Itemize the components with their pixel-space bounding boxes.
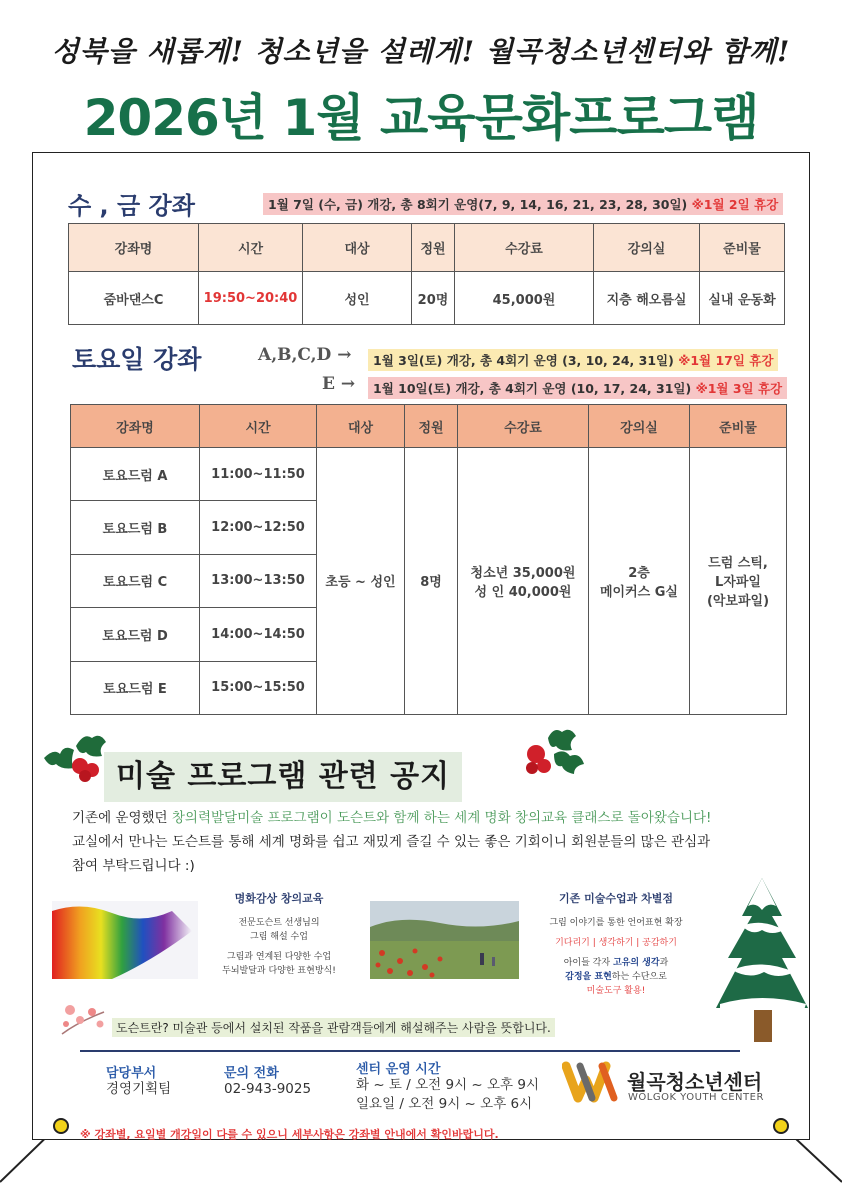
card-art-appreciation (204, 890, 354, 978)
col-header-supplies: 준비물 (700, 224, 785, 272)
wedfri-table-header (69, 224, 785, 272)
col-header-room: 강의실 (589, 405, 690, 448)
card2-line-3 (530, 956, 702, 970)
card2-title: 기존 미술수업과 차별점 (559, 892, 673, 905)
group2-note-holiday: ※1월 3일 휴강 (695, 381, 783, 396)
phone-label: 문의 전화 (224, 1066, 279, 1081)
footnote: ※ 강좌별, 요일별 개강일이 다를 수 있으니 세부사항은 강좌별 안내에서 확인바랍니다. (80, 1128, 499, 1141)
dept-value: 경영기획팀 (106, 1081, 172, 1097)
card1-line-2: 그림 해설 수업 (250, 932, 308, 942)
wedfri-note-text: 1월 7일 (수, 금) 개강, 총 8회기 운영(7, 9, 14, 16, 21, 23, 28, 30일) (268, 197, 688, 212)
notice-body (72, 806, 782, 878)
pin-right-icon (771, 1116, 791, 1136)
notice-line-1-pre: 기존에 운영했던 (72, 810, 172, 826)
card2-line-4a: 감정을 표현 (565, 972, 612, 982)
group1-note-holiday: ※1월 17일 휴강 (678, 353, 774, 368)
wedfri-table (68, 223, 785, 325)
table-row (69, 272, 785, 325)
logo-name: 월곡청소년센터 (627, 1070, 763, 1094)
col-header-time: 시간 (200, 405, 317, 448)
wedfri-note-holiday: ※1월 2일 휴강 (691, 197, 779, 212)
slogan: 성북을 새롭게! 청소년을 설레게! 월곡청소년센터와 함께! (51, 35, 791, 68)
saturday-table (70, 404, 787, 715)
card1-line-1: 전문도슨트 선생님의 (238, 918, 320, 928)
col-header-fee: 수강료 (458, 405, 589, 448)
course-name: 줌바댄스C (69, 272, 199, 325)
wedfri-section-title: 수 , 금 강좌 (68, 192, 195, 220)
course-supplies: 실내 운동화 (700, 272, 785, 325)
page-title: 2026년 1월 교육문화프로그램 (83, 89, 759, 147)
holly-right-icon (518, 724, 588, 782)
footer-divider (80, 1050, 740, 1052)
course-target: 성인 (303, 272, 412, 325)
col-header-time: 시간 (199, 224, 303, 272)
course-name: 토요드럼 D (71, 608, 200, 661)
course-capacity: 8명 (405, 448, 458, 715)
card2-line-1: 그림 이야기를 통한 언어표현 확장 (549, 918, 683, 928)
course-name: 토요드럼 C (71, 554, 200, 607)
docent-definition: 도슨트란? 미술관 등에서 설치된 작품을 관람객들에게 해설해주는 사람을 뜻합니다. (112, 1018, 555, 1037)
col-header-course: 강좌명 (71, 405, 200, 448)
course-supplies (690, 448, 787, 715)
course-time: 12:00~12:50 (200, 501, 317, 554)
col-header-target: 대상 (303, 224, 412, 272)
card-difference (530, 890, 702, 998)
hours-line-1: 화 ~ 토 / 오전 9시 ~ 오후 9시 (356, 1077, 540, 1093)
snowy-tree-icon (712, 872, 812, 1044)
col-header-course: 강좌명 (69, 224, 199, 272)
course-room: 지층 해오름실 (594, 272, 700, 325)
course-name: 토요드럼 B (71, 501, 200, 554)
group1-note-text: 1월 3일(토) 개강, 총 4회기 운영 (3, 10, 24, 31일) (373, 353, 674, 368)
card2-line-3b: 고유의 생각 (612, 958, 660, 968)
col-header-capacity: 정원 (405, 405, 458, 448)
course-time: 15:00~15:50 (200, 661, 317, 714)
card2-line-5: 미술도구 활용! (586, 986, 646, 996)
notice-line-1-highlight: 창의력발달미술 프로그램이 도슨트와 함께 하는 세계 명화 창의교육 클래스로 돌아왔습니다! (171, 810, 712, 826)
fee-youth: 청소년 35,000원 (470, 565, 576, 581)
saturday-section-title: 토요일 강좌 (72, 345, 202, 374)
dept-label: 담당부서 (106, 1066, 157, 1081)
wolgok-logo-icon (562, 1060, 622, 1104)
room-name: 메이커스 G실 (600, 584, 678, 600)
card1-title: 명화감상 창의교육 (234, 892, 324, 905)
course-fee: 45,000원 (455, 272, 594, 325)
logo-subtitle: WOLGOK YOUTH CENTER (628, 1092, 764, 1103)
course-name: 토요드럼 E (71, 661, 200, 714)
course-time: 14:00~14:50 (200, 608, 317, 661)
card1-line-3: 그림과 연계된 다양한 수업 (226, 952, 332, 962)
card2-line-4 (530, 970, 702, 984)
room-floor: 2층 (628, 565, 650, 581)
course-fee (458, 448, 589, 715)
wedfri-schedule-note (263, 193, 783, 215)
course-time: 13:00~13:50 (200, 554, 317, 607)
saturday-table-header (71, 405, 787, 448)
course-capacity: 20명 (412, 272, 455, 325)
fee-adult: 성 인 40,000원 (474, 584, 572, 600)
col-header-capacity: 정원 (412, 224, 455, 272)
card2-line-4b: 하는 수단으로 (611, 972, 667, 982)
course-name: 토요드럼 A (71, 448, 200, 501)
col-header-fee: 수강료 (455, 224, 594, 272)
notice-line-1 (72, 806, 782, 830)
group2-schedule-note (368, 377, 787, 399)
course-time: 19:50~20:40 (199, 272, 303, 325)
course-target: 초등 ~ 성인 (317, 448, 405, 715)
col-header-target: 대상 (317, 405, 405, 448)
card2-line-2: 기다리기 | 생각하기 | 공감하기 (555, 938, 677, 948)
supplies-line-1: 드럼 스틱, (708, 556, 768, 572)
col-header-supplies: 준비물 (690, 405, 787, 448)
group1-label: A,B,C,D → (258, 345, 352, 365)
group1-schedule-note (368, 349, 778, 371)
hours-label: 센터 운영 시간 (356, 1062, 441, 1077)
notice-line-2: 교실에서 만나는 도슨트를 통해 세계 명화를 쉽고 재밌게 즐길 수 있는 좋은 기회이니 회원분들의 많은 관심과 (72, 834, 711, 850)
hours-line-2: 일요일 / 오전 9시 ~ 오후 6시 (356, 1096, 533, 1112)
course-time: 11:00~11:50 (200, 448, 317, 501)
holly-left-icon (40, 728, 112, 786)
col-header-room: 강의실 (594, 224, 700, 272)
group2-label: E → (322, 374, 356, 394)
abstract-painting-image (52, 901, 198, 979)
poppy-field-painting-image (370, 901, 519, 979)
card1-line-4: 두뇌발달과 다양한 표현방식! (222, 966, 336, 976)
card2-line-3a: 아이들 각자 (563, 958, 613, 968)
table-row (71, 448, 787, 501)
flower-sprig-icon (58, 998, 108, 1038)
notice-title: 미술 프로그램 관련 공지 (104, 752, 462, 802)
course-room (589, 448, 690, 715)
supplies-line-2: L자파일 (715, 575, 761, 591)
card2-line-3c: 과 (659, 958, 669, 968)
notice-line-3: 참여 부탁드립니다 :) (72, 858, 195, 874)
pin-left-icon (51, 1116, 71, 1136)
supplies-line-3: (악보파일) (706, 594, 770, 610)
phone-value: 02-943-9025 (224, 1081, 312, 1097)
group2-note-text: 1월 10일(토) 개강, 총 4회기 운영 (10, 17, 24, 31일) (373, 381, 692, 396)
